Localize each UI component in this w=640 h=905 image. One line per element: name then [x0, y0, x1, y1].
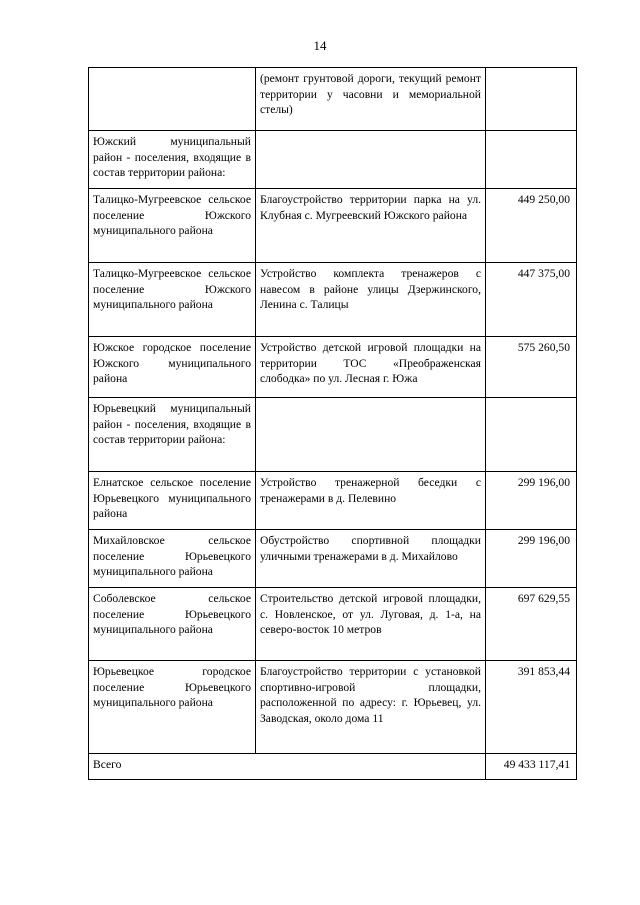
municipality-cell: Михайловское сельское поселение Юрьевецкого муниципального района — [89, 530, 256, 588]
description-cell: Устройство детской игровой площадки на территории ТОС «Преображенская слободка» по ул. Лесная г. Южа — [256, 337, 486, 398]
amount-cell: 697 629,55 — [486, 588, 577, 661]
total-row — [89, 754, 577, 780]
municipality-cell: Талицко-Мугреевское сельское поселение Южского муниципального района — [89, 263, 256, 337]
description-cell: Устройство тренажерной беседки с тренажерами в д. Пелевино — [256, 472, 486, 530]
amount-cell: 391 853,44 — [486, 661, 577, 754]
amount-cell: 447 375,00 — [486, 263, 577, 337]
description-cell: Строительство детской игровой площадки, с. Новленское, от ул. Луговая, д. 1-а, на северо-восток 10 метров — [256, 588, 486, 661]
description-cell: Благоустройство территории с установкой спортивно-игровой площадки, расположенной по адресу: г. Юрьевец, ул. Заводская, около дома 11 — [256, 661, 486, 754]
table-row — [89, 472, 577, 530]
table-row — [89, 661, 577, 754]
municipality-cell: Южское городское поселение Южского муниципального района — [89, 337, 256, 398]
municipality-cell: Южский муниципальный район - поселения, входящие в состав территории района: — [89, 131, 256, 189]
description-cell: Благоустройство территории парка на ул. Клубная с. Мугреевский Южского района — [256, 189, 486, 263]
table-row — [89, 131, 577, 189]
table-row — [89, 189, 577, 263]
description-cell: (ремонт грунтовой дороги, текущий ремонт территории у часовни и мемориальной стелы) — [256, 68, 486, 131]
table-row — [89, 530, 577, 588]
amount-cell — [486, 131, 577, 189]
municipality-cell: Соболевское сельское поселение Юрьевецкого муниципального района — [89, 588, 256, 661]
municipality-cell: Елнатское сельское поселение Юрьевецкого муниципального района — [89, 472, 256, 530]
total-label-cell: Всего — [89, 754, 486, 780]
municipality-cell: Юрьевецкий муниципальный район - поселения, входящие в состав территории района: — [89, 398, 256, 472]
municipality-cell: Талицко-Мугреевское сельское поселение Южского муниципального района — [89, 189, 256, 263]
amount-cell: 449 250,00 — [486, 189, 577, 263]
description-cell: Обустройство спортивной площадки уличными тренажерами в д. Михайлово — [256, 530, 486, 588]
table-row — [89, 68, 577, 131]
funding-table — [88, 67, 577, 780]
description-cell — [256, 398, 486, 472]
description-cell: Устройство комплекта тренажеров с навесом в районе улицы Дзержинского, Ленина с. Талицы — [256, 263, 486, 337]
table-row — [89, 263, 577, 337]
amount-cell: 299 196,00 — [486, 472, 577, 530]
amount-cell — [486, 398, 577, 472]
municipality-cell — [89, 68, 256, 131]
amount-cell: 299 196,00 — [486, 530, 577, 588]
description-cell — [256, 131, 486, 189]
table-row — [89, 337, 577, 398]
table-row — [89, 588, 577, 661]
amount-cell — [486, 68, 577, 131]
table-row — [89, 398, 577, 472]
amount-cell: 575 260,50 — [486, 337, 577, 398]
page-number: 14 — [313, 38, 327, 53]
total-amount-cell: 49 433 117,41 — [486, 754, 577, 780]
municipality-cell: Юрьевецкое городское поселение Юрьевецкого муниципального района — [89, 661, 256, 754]
